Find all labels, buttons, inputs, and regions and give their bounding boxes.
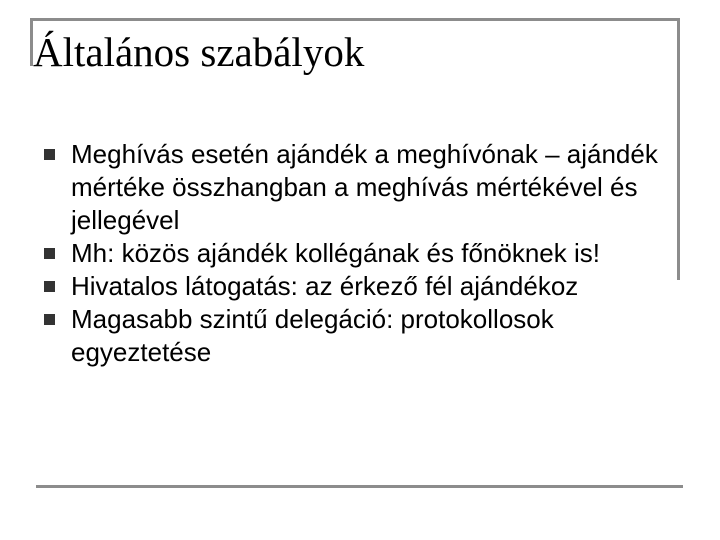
square-bullet-icon xyxy=(44,281,55,292)
bullet-text: Hivatalos látogatás: az érkező fél ajándékoz xyxy=(71,271,579,301)
bullet-item xyxy=(0,303,720,369)
bullet-text: Magasabb szintű delegáció: protokollosok egyeztetése xyxy=(71,304,554,367)
square-bullet-icon xyxy=(44,149,55,160)
bullet-item xyxy=(0,237,720,270)
bullet-text: Mh: közös ajándék kollégának és főnöknek is! xyxy=(71,238,600,268)
bullet-text: Meghívás esetén ajándék a meghívónak – ajándék mértéke összhangban a meghívás mértékével és jellegével xyxy=(71,139,658,235)
bullet-item xyxy=(0,270,720,303)
bullet-list xyxy=(0,138,720,369)
square-bullet-icon xyxy=(44,314,55,325)
bullet-item xyxy=(0,138,720,237)
frame-top-line xyxy=(30,18,680,21)
square-bullet-icon xyxy=(44,248,55,259)
frame-bottom-line xyxy=(36,485,683,488)
slide-title: Általános szabályok xyxy=(33,29,365,75)
